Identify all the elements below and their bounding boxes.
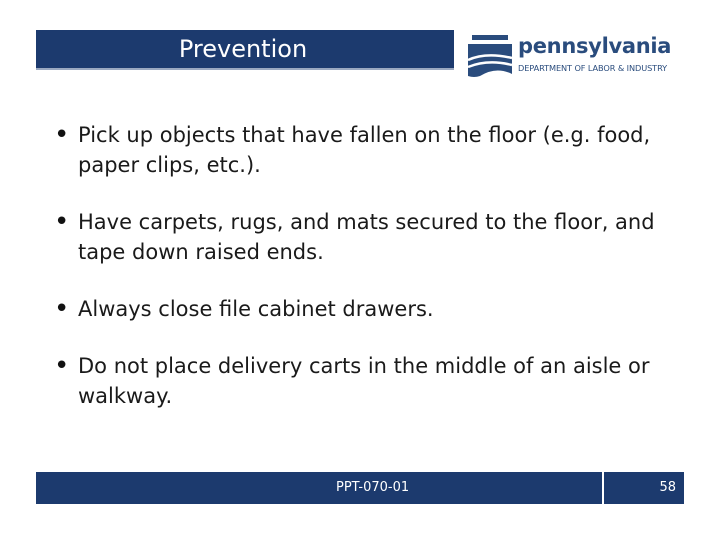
bullet-icon: • — [54, 351, 70, 381]
bullet-text: Pick up objects that have fallen on the floor (e.g. food, paper clips, etc.). — [78, 123, 651, 177]
bullet-list — [54, 120, 694, 438]
bullet-text: Always close file cabinet drawers. — [78, 297, 434, 321]
page-number: 58 — [659, 480, 676, 495]
bullet-text: Do not place delivery carts in the middle of an aisle or walkway. — [78, 354, 650, 408]
bullet-item — [54, 351, 694, 411]
footer-divider — [602, 472, 604, 504]
pennsylvania-logo — [466, 30, 696, 80]
bullet-icon: • — [54, 207, 70, 237]
bullet-text: Have carpets, rugs, and mats secured to the floor, and tape down raised ends. — [78, 210, 655, 264]
title-bar — [36, 30, 454, 70]
logo-subline: DEPARTMENT OF LABOR & INDUSTRY — [518, 63, 668, 73]
bullet-icon: • — [54, 294, 70, 324]
bullet-item — [54, 294, 694, 324]
footer-bar — [36, 472, 684, 504]
slide-code: PPT-070-01 — [336, 480, 410, 495]
bullet-item — [54, 120, 694, 180]
keystone-capitol-icon — [466, 30, 516, 80]
bullet-item — [54, 207, 694, 267]
bullet-icon: • — [54, 120, 70, 150]
slide-title: Prevention — [178, 35, 308, 63]
logo-wordmark: pennsylvania — [518, 34, 672, 58]
